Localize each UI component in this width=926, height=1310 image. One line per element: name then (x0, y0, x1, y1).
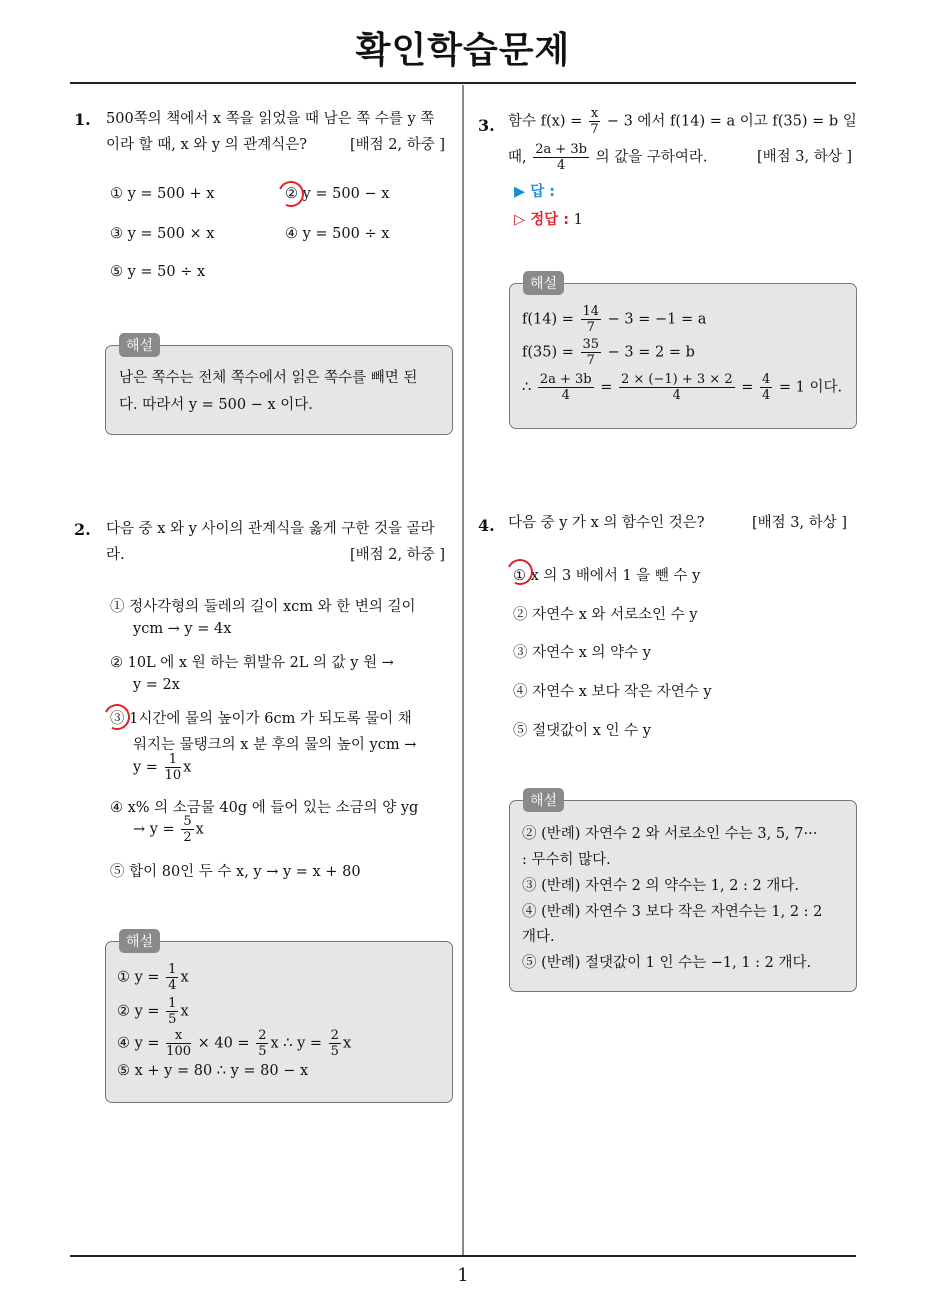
numerator: 2 (258, 1028, 267, 1043)
denominator: 5 (330, 1044, 339, 1059)
math-text: x (342, 1035, 352, 1052)
choice-5[interactable]: ⑤ 합이 80인 두 수 x, y → y = x + 80 (110, 864, 361, 880)
denominator: 7 (590, 122, 599, 137)
choice-1[interactable]: ① x 의 3 배에서 1 을 뺀 수 y (513, 568, 701, 584)
choice-line (133, 814, 204, 845)
choice-line: ② 10L 에 x 원 하는 휘발유 2L 의 값 y 원 → (110, 655, 394, 671)
math-text: → y = (133, 821, 175, 838)
question-meta: [배점 2, 하중 ] (350, 137, 446, 153)
fraction (329, 1028, 341, 1059)
choice-4[interactable]: ④ 자연수 x 보다 작은 자연수 y (513, 684, 712, 700)
fraction (619, 372, 735, 403)
explanation-line (117, 996, 189, 1027)
question-text-line: 다음 중 x 와 y 사이의 관계식을 옳게 구한 것을 골라 (106, 521, 435, 537)
math-text: x (180, 969, 189, 986)
choice-line: y = 2x (133, 677, 180, 693)
explanation-line (522, 304, 706, 335)
numerator: 5 (183, 814, 192, 829)
explanation-tag: 해설 (523, 271, 564, 295)
choice-2[interactable]: ② 자연수 x 와 서로소인 수 y (513, 607, 698, 623)
math-text: − 3 = 2 = b (607, 344, 695, 361)
choice-line (133, 752, 191, 783)
denominator: 4 (556, 158, 566, 173)
fraction (256, 1028, 268, 1059)
numerator: 2a + 3b (535, 142, 588, 157)
fraction (589, 106, 600, 137)
math-text: x (180, 1003, 189, 1020)
bottom-rule (70, 1255, 856, 1257)
numerator: 1 (168, 962, 177, 977)
explanation-line (522, 372, 842, 403)
question-number: 3. (478, 116, 495, 135)
math-text: ∴ (522, 379, 532, 396)
denominator: 2 (183, 830, 192, 845)
page-number: 1 (457, 1265, 469, 1286)
choice-line: 워지는 물탱크의 x 분 후의 물의 높이 ycm → (133, 737, 417, 753)
explanation-line: ④ (반례) 자연수 3 보다 작은 자연수는 1, 2 : 2 (522, 904, 823, 920)
numerator: 35 (582, 337, 600, 352)
denominator: 4 (561, 388, 570, 403)
explanation-line (117, 962, 189, 993)
answer-mark-circle (274, 177, 307, 210)
numerator: 14 (582, 304, 600, 319)
math-text: ④ y = (117, 1035, 160, 1052)
correct-answer (514, 208, 583, 229)
math-text: = (741, 379, 754, 396)
choice-line: ① 정사각형의 둘레의 길이 xcm 와 한 변의 길이 (110, 599, 416, 615)
question-text-line: 다음 중 y 가 x 의 함수인 것은? (508, 515, 705, 531)
math-text: x (183, 759, 192, 776)
question-meta: [배점 3, 하상 ] (752, 515, 848, 531)
denominator: 4 (672, 388, 681, 403)
numerator: 2 × (−1) + 3 × 2 (621, 372, 733, 387)
fraction (181, 814, 193, 845)
choice-line: ③ 1시간에 물의 높이가 6cm 가 되도록 물이 채 (110, 711, 412, 727)
fraction (581, 304, 602, 335)
choice-line: ycm → y = 4x (133, 621, 232, 637)
answer-mark-circle (100, 700, 133, 733)
math-text: y = (133, 759, 158, 776)
explanation-line (522, 337, 695, 368)
explanation-line: ⑤ (반례) 절댓값이 1 인 수는 −1, 1 : 2 개다. (522, 955, 812, 971)
explanation-line: ③ (반례) 자연수 2 의 약수는 1, 2 : 2 개다. (522, 878, 799, 894)
question-number: 4. (478, 516, 495, 535)
fraction (166, 996, 178, 1027)
math-text: × 40 = (197, 1035, 250, 1052)
explanation-line (117, 1028, 351, 1059)
question-text-line: 라. (106, 547, 125, 563)
numerator: 2a + 3b (539, 372, 592, 387)
explanation-tag: 해설 (523, 788, 564, 812)
numerator: 1 (168, 996, 177, 1011)
math-text: − 3 = −1 = a (607, 311, 707, 328)
math-text: 함수 f(x) = (508, 113, 583, 130)
math-text: f(35) = (522, 344, 574, 361)
denominator: 5 (168, 1012, 177, 1027)
choice-2[interactable]: ② y = 500 − x (285, 186, 390, 202)
question-text-line (508, 142, 708, 173)
numerator: x (590, 106, 599, 121)
top-rule (70, 82, 856, 84)
fraction (166, 962, 178, 993)
explanation-line: : 무수히 많다. (522, 852, 611, 868)
explanation-tag: 해설 (119, 333, 160, 357)
denominator: 100 (166, 1044, 191, 1059)
question-text-line: 500쪽의 책에서 x 쪽을 읽었을 때 남은 쪽 수를 y 쪽 (106, 111, 435, 127)
math-text: x ∴ y = (270, 1035, 323, 1052)
explanation-line: ⑤ x + y = 80 ∴ y = 80 − x (117, 1063, 309, 1079)
math-text: = (600, 379, 613, 396)
fraction (538, 372, 594, 403)
question-number: 2. (74, 520, 91, 539)
question-meta: [배점 2, 하중 ] (350, 547, 446, 563)
column-divider (462, 85, 464, 1257)
explanation-line: 다. 따라서 y = 500 − x 이다. (119, 397, 313, 413)
denominator: 10 (164, 768, 182, 783)
denominator: 4 (168, 978, 177, 993)
math-text: 의 값을 구하여라. (595, 149, 708, 166)
choice-1[interactable]: ① y = 500 + x (110, 186, 215, 202)
choice-3[interactable]: ③ y = 500 × x (110, 226, 215, 242)
explanation-tag: 해설 (119, 929, 160, 953)
fraction (533, 142, 589, 173)
choice-line: ④ x% 의 소금물 40g 에 들어 있는 소금의 양 yg (110, 800, 419, 816)
numerator: x (166, 1028, 191, 1044)
math-text: = 1 이다. (778, 379, 843, 396)
denominator: 7 (586, 320, 595, 335)
correct-answer-value: 1 (573, 212, 583, 228)
question-number: 1. (74, 110, 91, 129)
page-title: 확인학습문제 (355, 30, 571, 71)
explanation-line: 남은 쪽수는 전체 쪽수에서 읽은 쪽수를 빼면 된 (119, 370, 418, 386)
fraction (760, 372, 772, 403)
math-text: ② y = (117, 1003, 160, 1020)
numerator: 1 (165, 752, 182, 768)
math-text: f(14) = (522, 311, 574, 328)
answer-label: ▶ 답 : (514, 184, 556, 200)
choice-3[interactable]: ③ 자연수 x 의 약수 y (513, 645, 651, 661)
fraction (165, 752, 182, 783)
question-meta: [배점 3, 하상 ] (757, 149, 853, 165)
choice-4[interactable]: ④ y = 500 ÷ x (285, 226, 390, 242)
denominator: 7 (586, 353, 595, 368)
question-text-line (508, 106, 857, 137)
fraction (581, 337, 602, 368)
fraction (166, 1028, 191, 1059)
explanation-line: ② (반례) 자연수 2 와 서로소인 수는 3, 5, 7··· (522, 826, 818, 842)
denominator: 5 (258, 1044, 267, 1059)
numerator: 4 (761, 372, 771, 387)
math-text: ① y = (117, 969, 160, 986)
math-text: − 3 에서 f(14) = a 이고 f(35) = b 일 (606, 113, 857, 130)
choice-5[interactable]: ⑤ 절댓값이 x 인 수 y (513, 723, 651, 739)
choice-5[interactable]: ⑤ y = 50 ÷ x (110, 264, 206, 280)
explanation-box (105, 345, 453, 435)
math-text: 때, (508, 149, 527, 166)
denominator: 4 (761, 388, 771, 403)
numerator: 2 (330, 1028, 339, 1043)
math-text: x (195, 821, 204, 838)
correct-answer-label: ▷ 정답 : (514, 212, 570, 228)
explanation-line: 개다. (522, 929, 555, 945)
question-text-line: 이라 할 때, x 와 y 의 관계식은? (106, 137, 308, 153)
